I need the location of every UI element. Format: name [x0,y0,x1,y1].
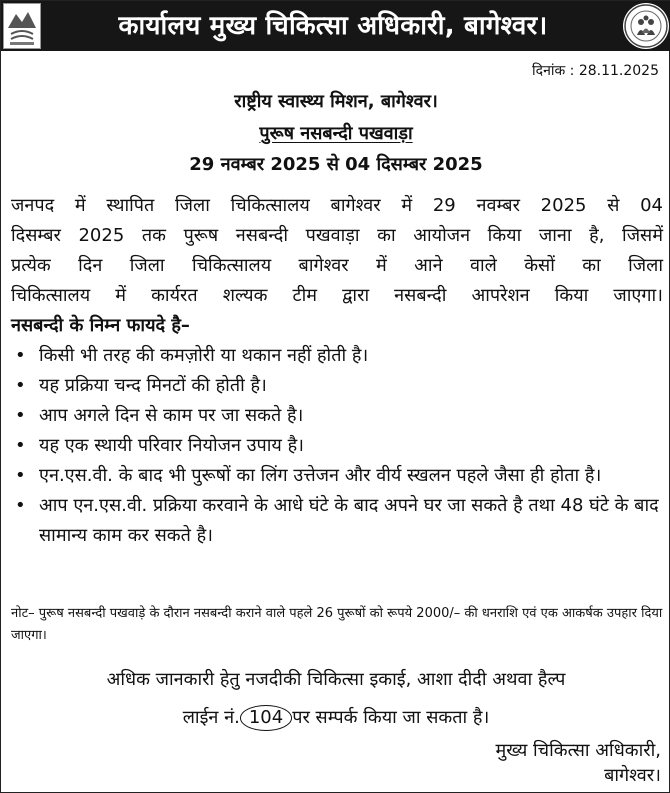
incentive-note: नोट– पुरूष नसबन्दी पखवाड़े के दौरान नसबन्दी कराने वाले पहले 26 पुरूषों को रूपये 2000/– की धनराशि एवं एक आकर्षक उपहार दिया जाएगा। [11,606,663,643]
benefits-heading: नसबन्दी के निम्न फायदे है– [11,315,190,336]
intro-paragraph [11,191,663,311]
nhm-logo-icon [623,3,669,49]
list-item [15,431,665,461]
helpline-number: 104 [240,705,292,731]
bullet-icon: • [15,495,26,516]
intro-line: दिसम्बर 2025 तक पुरूष नसबन्दी पखवाड़ा का आयोजन किया जाना है, जिसमें [11,225,663,246]
benefit-text: यह एक स्थायी परिवार नियोजन उपाय है। [39,435,304,456]
list-item [15,401,665,431]
mission-title: राष्ट्रीय स्वास्थ्य मिशन, बागेश्वर। [234,91,438,112]
contact-suffix: पर सम्पर्क किया जा सकता है। [292,707,490,728]
bullet-icon: • [15,375,26,396]
benefit-text: एन.एस.वी. के बाद भी पुरूषों का लिंग उत्तेजन और वीर्य स्खलन पहले जैसा ही होता है। [39,465,602,486]
uttarakhand-emblem-icon [3,3,41,49]
header-title: कार्यालय मुख्य चिकित्सा अधिकारी, बागेश्वर। [118,11,548,41]
benefit-text: किसी भी तरह की कमज़ोरी या थकान नहीं होती है। [39,345,369,366]
list-item [15,341,665,371]
contact-line-2 [1,703,670,733]
benefit-text: यह प्रक्रिया चन्द मिनटों की होती है। [39,375,267,396]
list-item [15,461,665,491]
bullet-icon: • [15,405,26,426]
campaign-title: पुरूष नसबन्दी पखवाड़ा [259,123,413,144]
benefits-list [15,341,665,551]
intro-line: चिकित्सालय में कार्यरत शल्यक टीम द्वारा नसबन्दी आपरेशन किया जाएगा। [11,285,663,306]
benefit-text: आप अगले दिन से काम पर जा सकते है। [39,405,304,426]
header-banner [1,1,670,51]
list-item [15,491,665,551]
bullet-icon: • [15,435,26,456]
bullet-icon: • [15,345,26,366]
bullet-icon: • [15,465,26,486]
campaign-dates: 29 नवम्बर 2025 से 04 दिसम्बर 2025 [189,154,483,175]
notice-date: दिनांक : 28.11.2025 [532,63,659,79]
benefit-text: आप एन.एस.वी. प्रक्रिया करवाने के आधे घंटे के बाद अपने घर जा सकते है तथा 48 घंटे के बाद सामान्य काम कर सकते है। [39,495,659,546]
list-item [15,371,665,401]
signature-designation: मुख्य चिकित्सा अधिकारी, [495,740,661,761]
contact-prefix: लाईन नं. [182,707,240,728]
contact-line-1: अधिक जानकारी हेतु नजदीकी चिकित्सा इकाई, आशा दीदी अथवा हैल्प [106,669,566,690]
intro-line: प्रत्येक दिन जिला चिकित्सालय बागेश्वर में आने वाले केसों का जिला [11,255,663,276]
signature-location: बागेश्वर। [604,765,661,786]
intro-line: जनपद में स्थापित जिला चिकित्सालय बागेश्वर में 29 नवम्बर 2025 से 04 [11,195,663,216]
